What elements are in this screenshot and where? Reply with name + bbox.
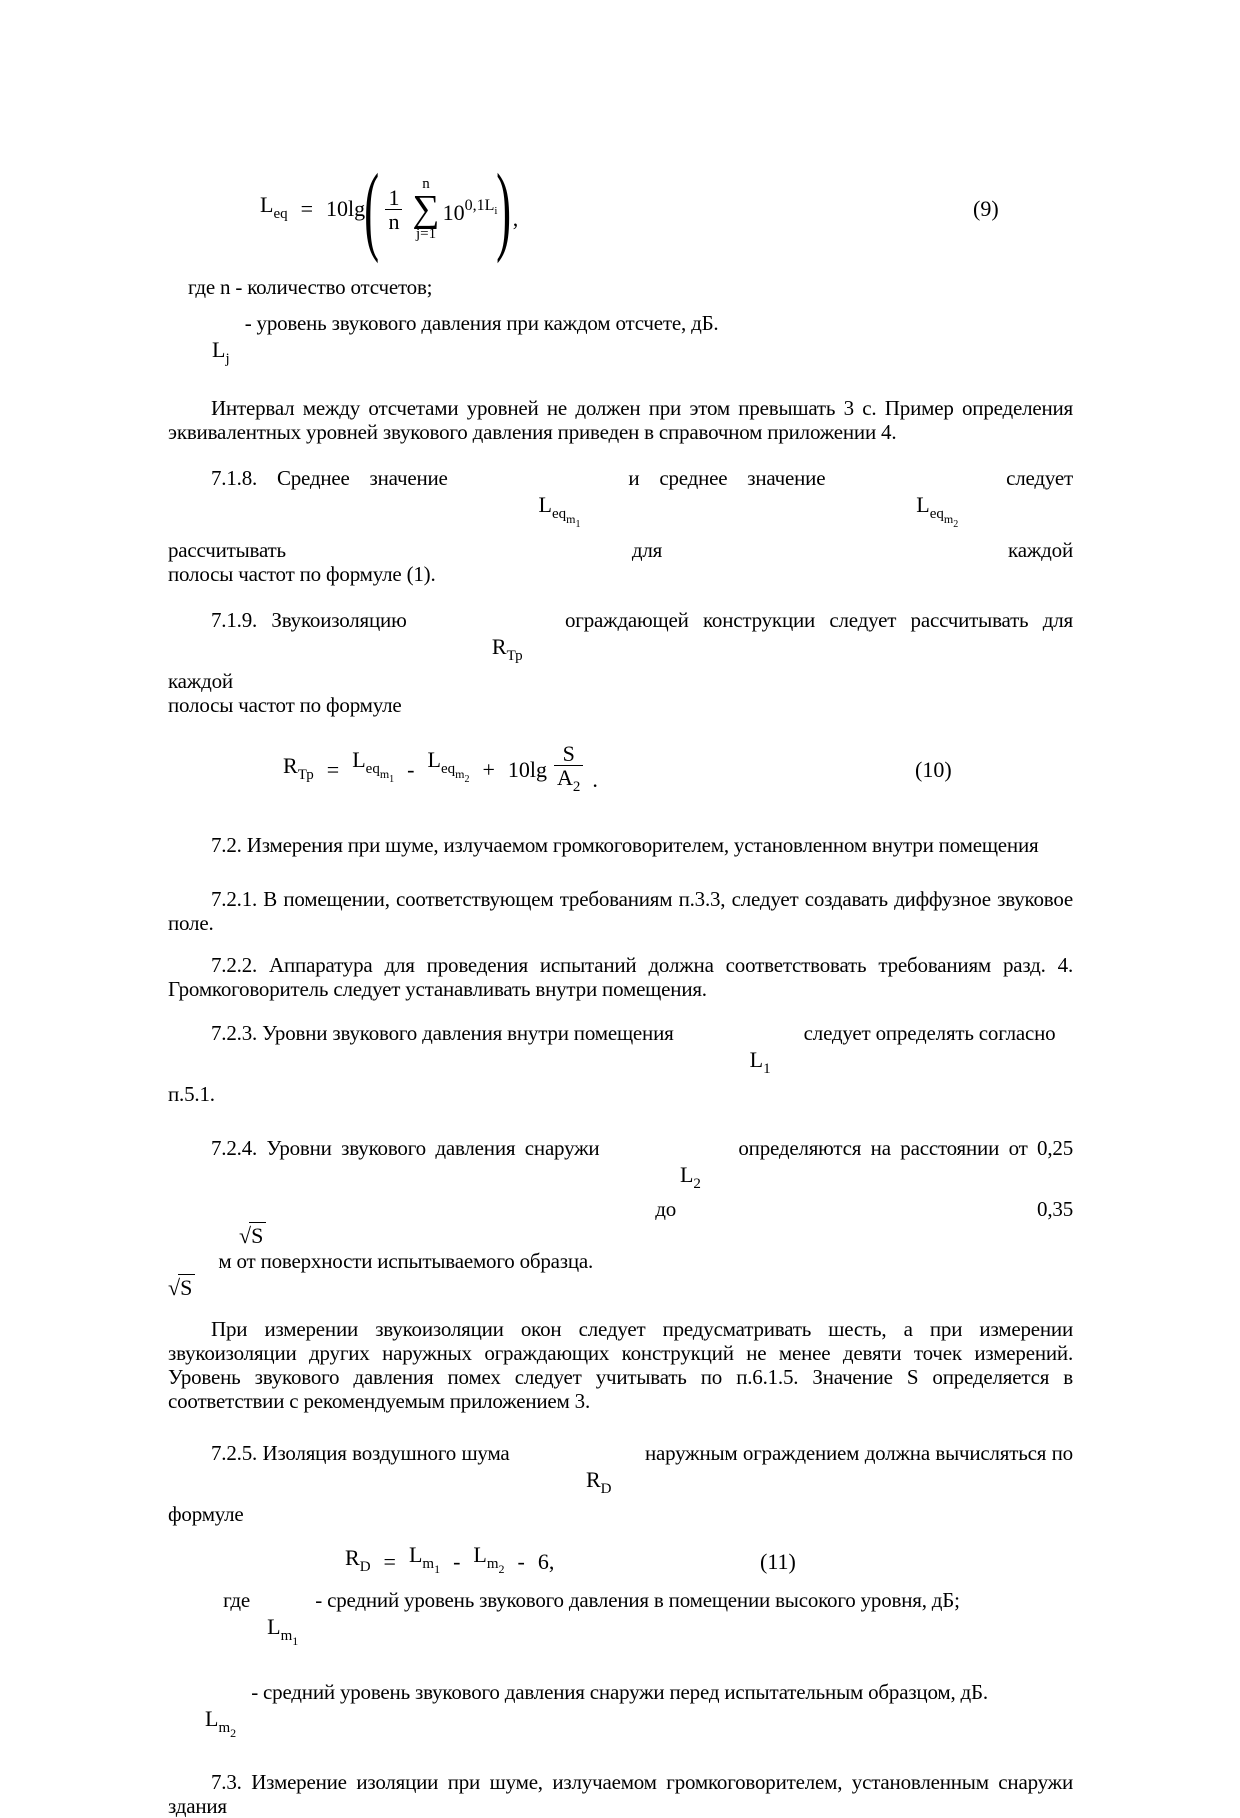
- lm2-definition-text: - средний уровень звукового давления снаружи перед испытательным образцом, дБ.: [251, 1680, 988, 1704]
- paragraph-7-2-1: 7.2.1. В помещении, соответствующем требованиям п.3.3, следует создавать диффузное звуковое поле.: [168, 887, 1073, 935]
- math-Lm1: $L_{m1}$: [408, 1542, 441, 1576]
- formula11-lhs: $R_D$: [345, 1544, 371, 1575]
- measurement-points-paragraph: При измерении звукоизоляции окон следует предусматривать шесть, а при измерении звукоизоляции других наружных ограждающих конструкций не менее девяти точек измерений. Уровень звукового давления помех следует учитывать по п.6.1.5. Значение S определяется в соответствии с рекомендуемым приложением 3.: [168, 1317, 1073, 1413]
- paragraph-7-2-3: 7.2.3. Уровни звукового давления внутри помещения $L_1$ следует определять согласно п.5.1.: [168, 1021, 1056, 1106]
- math-Lm2: $L_{m2}$: [205, 1706, 237, 1740]
- paragraph-7-1-8-line1: 7.1.8. Среднее значение $L_{eqm1}$ и среднее значение $L_{eqm2}$ следует рассчитывать для каждой: [168, 466, 1073, 562]
- equation-number-10: (10): [915, 757, 952, 782]
- lj-definition: [168, 311, 1073, 372]
- where-n-line: где n - количество отсчетов;: [188, 275, 433, 299]
- minus-sign: -: [453, 1549, 461, 1574]
- paragraph-7-2-2: 7.2.2. Аппаратура для проведения испытаний должна соответствовать требованиям разд. 4. Громкоговоритель следует устанавливать внутри помещения.: [168, 953, 1073, 1001]
- paragraph-7-2-4-line1: 7.2.4. Уровни звукового давления снаружи $L_2$ определяются на расстоянии от 0,25 √S до 0,35: [168, 1136, 1073, 1249]
- math-Leqm1: $L_{eqm1}$: [352, 747, 395, 785]
- lm2-definition: [168, 1680, 1073, 1746]
- formula9-lhs: $L_{eq}$: [260, 191, 288, 222]
- formula-9: [168, 155, 1073, 263]
- math-Lj: $L_j$: [212, 337, 230, 367]
- sum-symbol: n ∑ j=1: [412, 176, 440, 242]
- equation-number-9: (9): [973, 196, 999, 221]
- math-L1: $L_1$: [749, 1047, 771, 1077]
- formula10-lhs: $R_{Тр}$: [283, 752, 314, 783]
- paragraph-7-2-4-line2: √S м от поверхности испытываемого образца.: [168, 1249, 594, 1300]
- power-term: $10^{0,1L_i}$: [442, 196, 498, 225]
- math-Leqm1: $L_{eqm1}$: [538, 492, 581, 530]
- period: .: [592, 767, 598, 792]
- comma: ,: [512, 206, 519, 231]
- heading-7-2: 7.2. Измерения при шуме, излучаемом громкоговорителем, установленном внутри помещения: [211, 833, 1039, 857]
- math-RD: $R_D$: [585, 1467, 612, 1497]
- math-sqrtS: √S: [196, 1223, 266, 1249]
- paragraph-7-2-5-line1: 7.2.5. Изоляция воздушного шума $R_D$ наружным ограждением должна вычисляться по: [168, 1441, 1073, 1502]
- constant-term: 6,: [537, 1549, 555, 1574]
- math-Leqm2: $L_{eqm2}$: [916, 492, 959, 530]
- paragraph-7-2-5: [168, 1441, 1073, 1526]
- equals-sign: =: [326, 757, 340, 782]
- lj-definition-text: - уровень звукового давления при каждом отсчете, дБ.: [244, 311, 719, 335]
- formula-11: [168, 1538, 1073, 1586]
- math-Leqm2: $L_{eqm2}$: [427, 747, 470, 785]
- paragraph-7-1-8: [168, 466, 1073, 586]
- fraction-1-n: $\frac{1}{n}$: [385, 186, 402, 233]
- paragraph-7-1-9-line2: полосы частот по формуле: [168, 693, 402, 717]
- math-sqrtS: √S: [168, 1275, 195, 1301]
- log-prefix: 10lg: [507, 757, 548, 782]
- interval-paragraph: Интервал между отсчетами уровней не должен при этом превышать 3 с. Пример определения эквивалентных уровней звукового давления приведен в справочном приложении 4.: [168, 396, 1073, 444]
- heading-7-3: 7.3. Измерение изоляции при шуме, излучаемом громкоговорителем, установленным снаружи здания: [168, 1770, 1073, 1818]
- fraction-S-A2: $\frac{S}{A_2}$: [554, 742, 583, 799]
- math-Lm2: $L_{m2}$: [473, 1542, 505, 1576]
- equation-number-11: (11): [760, 1549, 796, 1574]
- paragraph-7-1-9-line1: 7.1.9. Звукоизоляцию $R_{Тр}$ ограждающей конструкции следует рассчитывать для каждой: [168, 608, 1073, 693]
- paragraph-7-2-4: [168, 1136, 1073, 1301]
- math-L2: $L_2$: [679, 1162, 701, 1192]
- math-Lm1: $L_{m1}$: [267, 1614, 299, 1648]
- equals-sign: =: [383, 1549, 396, 1574]
- open-paren: (: [364, 153, 380, 264]
- formula-10: [168, 727, 1073, 813]
- math-Rtr: $R_{Тр}$: [491, 634, 523, 664]
- paragraph-7-1-9: [168, 608, 1073, 717]
- close-paren: ): [496, 153, 512, 264]
- minus-sign: -: [407, 757, 415, 782]
- log-prefix: 10lg: [326, 196, 366, 221]
- where-lm1-line: где $L_{m1}$ - средний уровень звукового давления в помещении высокого уровня, дБ;: [168, 1588, 1073, 1654]
- minus-sign: -: [517, 1549, 525, 1574]
- plus-sign: +: [482, 757, 495, 782]
- paragraph-7-1-8-line2: полосы частот по формуле (1).: [168, 562, 436, 586]
- equals-sign: =: [300, 196, 314, 221]
- paragraph-7-2-5-line2: формуле: [168, 1502, 244, 1526]
